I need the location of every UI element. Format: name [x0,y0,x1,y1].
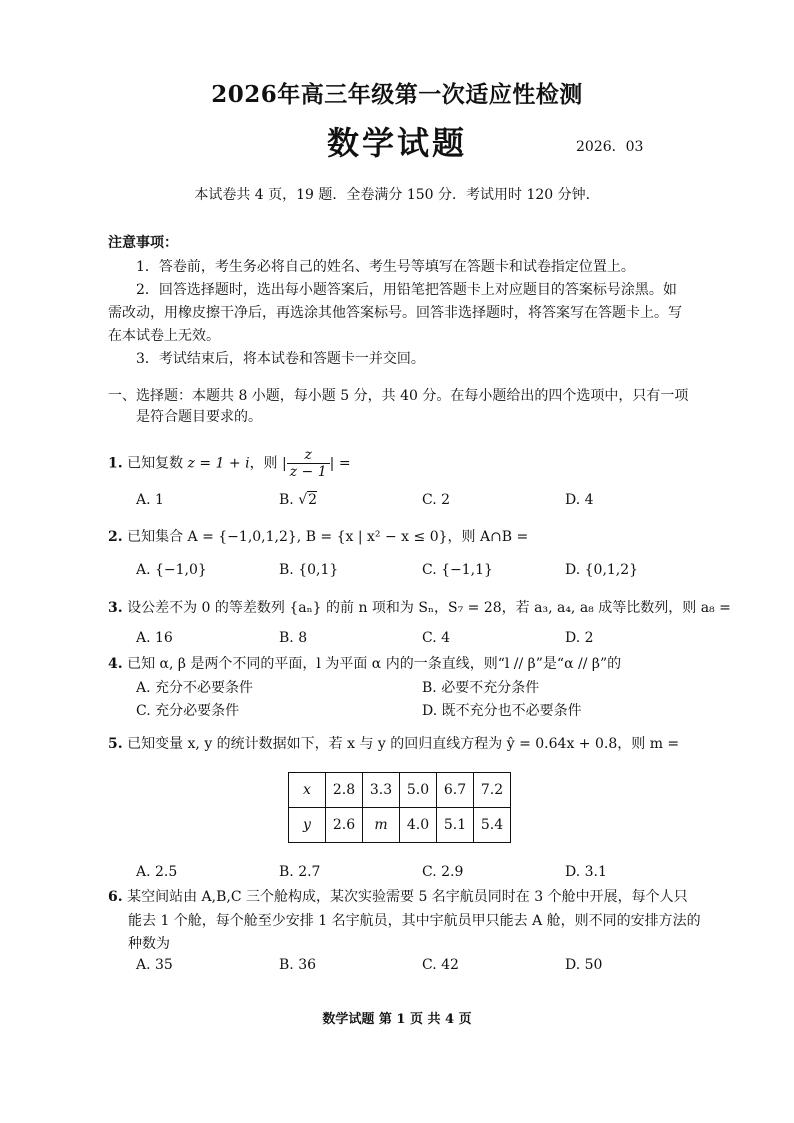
table-row-y [289,808,511,843]
question-5-option-d: D. 3.1 [565,864,607,880]
question-2 [108,526,528,546]
table-cell: m [363,808,400,843]
question-1-stem-b: ，则 | [249,455,287,472]
question-6-number: 6. [108,889,123,905]
subject-title: 数学试题 [326,124,467,162]
table-row-x [289,773,511,808]
question-2-number: 2. [108,529,123,545]
option-b-label: B. [279,492,299,508]
question-4 [108,653,621,673]
question-1-option-b [279,492,317,508]
question-3-option-b: B. 8 [279,630,308,646]
section-1-line-1: 一、选择题：本题共 8 小题，每小题 5 分，共 40 分。在每小题给出的四个选项中，只有一项 [108,388,689,404]
question-3-option-d: D. 2 [565,630,594,646]
table-cell: 7.2 [474,773,511,808]
question-2-option-c: C. {−1,1} [422,562,493,578]
table-header-y: y [289,808,326,843]
question-3 [108,597,731,617]
question-5-option-a: A. 2.5 [136,864,178,880]
question-5-number: 5. [108,736,123,752]
question-3-stem: 设公差不为 0 的等差数列 {aₙ} 的前 n 项和为 Sₙ，S₇ = 28，若 a₃, a₄, a₈ 成等比数列，则 a₈ = [127,600,731,616]
question-6-option-c: C. 42 [422,957,459,973]
question-6-option-d: D. 50 [565,957,603,973]
question-3-option-c: C. 4 [422,630,451,646]
question-4-stem: 已知 α, β 是两个不同的平面，l 为平面 α 内的一条直线，则“l // β”是“α // β”的 [127,656,622,672]
sqrt-radicand: 2 [308,492,318,508]
question-1-number: 1. [108,455,123,472]
table-cell: 2.8 [326,773,363,808]
fraction-denominator: z − 1 [289,464,327,480]
sqrt-sign: √ [298,492,308,508]
question-5-option-b: B. 2.7 [279,864,321,880]
notice-heading: 注意事项： [108,235,178,251]
question-6-line-2: 能去 1 个舱，每个舱至少安排 1 名宇航员，其中宇航员甲只能去 A 舱，则不同的安排方法的 [128,913,701,929]
page-footer: 数学试题 第 1 页 共 4 页 [322,1012,472,1027]
question-1-fraction [287,447,330,480]
exam-title: 2026年高三年级第一次适应性检测 [211,81,583,108]
question-2-stem: 已知集合 A = {−1,0,1,2}, B = {x | x² − x ≤ 0}，则 A∩B = [127,529,529,545]
table-cell: 2.6 [326,808,363,843]
section-1-line-2: 是符合题目要求的。 [136,409,262,425]
question-1-equation: z = 1 + i [187,455,250,472]
question-4-number: 4. [108,656,123,672]
question-4-option-b: B. 必要不充分条件 [422,680,540,696]
table-header-x: x [289,773,326,808]
exam-date: 2026．03 [576,139,644,155]
question-6-line-1 [108,886,688,906]
question-1-stem-a: 已知复数 [127,455,188,472]
question-5 [108,733,679,753]
question-2-option-d: D. {0,1,2} [565,562,639,578]
question-2-option-b: B. {0,1} [279,562,339,578]
question-1-option-c: C. 2 [422,492,451,508]
question-1 [108,447,351,480]
question-1-stem-c: | = [329,455,351,472]
question-5-data-table [288,772,511,843]
question-6-option-b: B. 36 [279,957,317,973]
notice-item-1: 1．答卷前，考生务必将自己的姓名、考生号等填写在答题卡和试卷指定位置上。 [136,259,635,275]
table-cell: 4.0 [400,808,437,843]
question-6-option-a: A. 35 [136,957,173,973]
table-cell: 5.0 [400,773,437,808]
question-4-option-c: C. 充分必要条件 [136,703,240,719]
notice-item-3: 3．考试结束后，将本试卷和答题卡一并交回。 [136,351,425,367]
question-3-option-a: A. 16 [136,630,173,646]
question-4-option-a: A. 充分不必要条件 [136,680,254,696]
question-5-option-c: C. 2.9 [422,864,464,880]
question-1-option-d: D. 4 [565,492,594,508]
question-6-line-3: 种数为 [128,936,170,952]
table-cell: 3.3 [363,773,400,808]
notice-item-2-line-3: 在本试卷上无效。 [108,328,220,344]
question-5-stem: 已知变量 x, y 的统计数据如下，若 x 与 y 的回归直线方程为 ŷ = 0.64x + 0.8，则 m = [127,736,680,752]
notice-item-2-line-1: 2．回答选择题时，选出每小题答案后，用铅笔把答题卡上对应题目的答案标号涂黑。如 [136,282,677,298]
question-4-option-d: D. 既不充分也不必要条件 [422,703,582,719]
fraction-numerator: z [287,447,330,464]
question-3-number: 3. [108,600,123,616]
question-2-option-a: A. {−1,0} [136,562,207,578]
table-cell: 6.7 [437,773,474,808]
question-6-stem-line-1: 某空间站由 A,B,C 三个舱构成，某次实验需要 5 名宇航员同时在 3 个舱中开展，每个人只 [127,889,688,905]
table-cell: 5.1 [437,808,474,843]
exam-info: 本试卷共 4 页，19 题．全卷满分 150 分．考试用时 120 分钟． [194,187,600,203]
notice-item-2-line-2: 需改动，用橡皮擦干净后，再选涂其他答案标号。回答非选择题时，将答案写在答题卡上。写 [108,305,682,321]
question-1-option-a: A. 1 [136,492,164,508]
table-cell: 5.4 [474,808,511,843]
